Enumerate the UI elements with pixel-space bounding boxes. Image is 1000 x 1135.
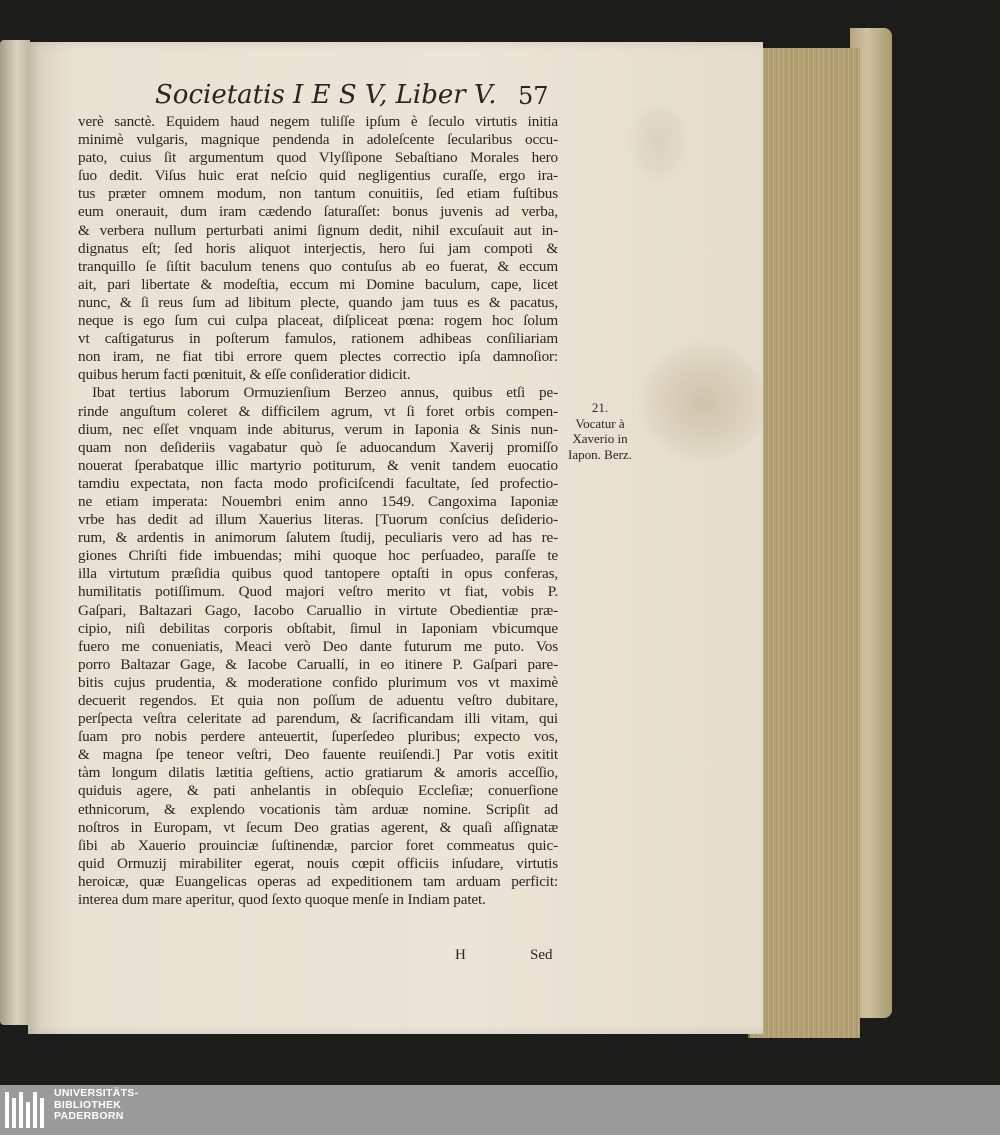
text-line: porro Baltazar Gage, & Iacobe Caruallí, in eo itinere P. Gaſpari pare-	[78, 655, 558, 673]
library-logo-icon	[4, 1088, 48, 1132]
text-line: ethnicorum, & explendo vocationis tàm arduæ nomine. Scripſit ad	[78, 800, 558, 818]
text-line: perſpecta veſtra celeritate ad parendum, & ſacrificandam illi vitam, qui	[78, 710, 558, 728]
footer-bar	[0, 1085, 1000, 1135]
page-stain	[628, 102, 688, 182]
text-line: rinde anguſtum coleret & difficilem agrum, vt ſi foret orbis compen-	[78, 402, 558, 420]
text-line: noſtros in Europam, vt ſecum Deo gratias agerent, & quaſi aſſignatæ	[78, 818, 558, 836]
running-head-title: Societatis I E S V, Liber V.	[155, 80, 497, 110]
page-number: 57	[518, 82, 549, 110]
text-line: quibus herum facti pœnituit, & eſſe conſideratior didicit.	[78, 366, 411, 384]
signature-mark: H	[455, 947, 466, 963]
marginal-note-number: 21.	[591, 400, 609, 415]
text-line: vrbe has dedit ad illum Xauerius literas. [Tuorum conſcius deſiderio-	[78, 511, 558, 529]
text-line: verè sanctè. Equidem haud negem tuliſſe ipſum è ſeculo virtutis initia	[78, 113, 558, 130]
text-line: tàm longum dilatis lætitia geſtiens, actio gratiarum & amoris acceſſio,	[78, 764, 558, 782]
text-line: fuero me conueniatis, Meaci verò Deo dante futurum me puto. Vos	[78, 637, 558, 655]
text-line: Ibat tertius laborum Ormuzienſium Berzeo annus, quibus etſi pe-	[92, 384, 558, 402]
text-line: & magna ſpe teneor veſtri, Deo fauente reuiſendi.] Par votis exitit	[78, 746, 558, 764]
text-line: ait, pari libertate & modeſtia, eccum mi Domine baculum, cape, licet	[78, 275, 558, 293]
text-line: ſuo dedit. Viſus huic erat neſcio quid negligentius curaſſe, ergo ira-	[78, 167, 558, 185]
marginal-note-line: Iapon. Berz.	[568, 446, 632, 462]
book-fore-edge	[748, 48, 860, 1038]
text-line: minimè vulgaris, magnique pendenda in adoleſcente ſecularibus occu-	[78, 131, 558, 149]
text-line: quiduis agere, & pati anhelantis in obſequio Eccleſiæ; conuerſione	[78, 782, 558, 800]
text-line: decuerit regendos. Et quia non poſſum de aduentu veſtro dubitare,	[78, 692, 558, 709]
library-name	[54, 1088, 138, 1123]
text-line: ſuam pro nobis perdere anteuertit, ſuperſedeo pluribus; expecto vos,	[78, 728, 558, 746]
text-line: quam non deſideriis vagabatur quò ſe aduocandum Xaverij promiſſo	[78, 438, 558, 456]
marginal-note-line: Vocatur à	[575, 415, 625, 431]
text-line: nunc, & ſi reus ſum ad libitum plecte, quando jam tuus es & pacatus,	[78, 293, 558, 311]
page-stain	[638, 342, 768, 462]
text-line: dignatus eſt; ſed horis aliquot interjectis, hero ſui jam compoti &	[78, 239, 558, 257]
catchword: Sed	[530, 947, 553, 963]
text-line: giones Chriſti fide imbuendas; mihi quoque hoc perſuadeo, paraſſe te	[78, 547, 558, 565]
text-line: quid Ormuzij mirabiliter egerat, nouis cœpit officiis inſudare, virtutis	[78, 854, 558, 872]
text-line: tus præter omnem modum, non tantum conuitiis, ſed etiam fuſtibus	[78, 185, 558, 203]
text-line: interea dum mare aperitur, quod ſexto quoque menſe in Indiam patet.	[78, 891, 486, 909]
text-line: vt caſtigaturus in poſterum famulos, rationem adhibeas conſiliariam	[78, 330, 558, 348]
text-line: illa virtutum præſidia quibus quod tantopere optaſti in opus conferas,	[78, 565, 558, 583]
text-line: cipio, niſi debilitas corporis obſtabit, ſimul in Iaponiam vbicumque	[78, 619, 558, 637]
text-line: bitis cujus prudentia, & moderatione confido plurimum vos vt maximè	[78, 673, 558, 691]
text-line: eum onerauit, dum iram cædendo ſaturaſſet: bonus juvenis ad verba,	[78, 203, 558, 221]
library-name-line: BIBLIOTHEK	[54, 1098, 122, 1111]
library-name-line: UNIVERSITÄTS-	[54, 1087, 139, 1099]
text-line: humilitatis potiſſimum. Quod majori veſtro merito vt fiat, vobis P.	[78, 583, 558, 601]
text-line: nouerat ſperabatque illic martyrio potiturum, & venit tandem euocatio	[78, 456, 558, 474]
text-line: neque is ego ſum cui culpa placeat, diſpliceat pœna: rogem hoc ſolum	[78, 312, 558, 330]
marginal-note-line: Xaverio in	[572, 431, 628, 446]
text-line: tamdiu expectata, non facta modo proficiſcendi facultate, ſed profectio-	[78, 474, 558, 492]
text-line: Gaſpari, Baltazari Gago, Iacobo Caruallio in virtute Obedientiæ præ-	[78, 601, 558, 619]
text-line: tranquillo ſe ſiſtit baculum tenens quo contuſus ab eo fuerat, & eccum	[78, 257, 558, 275]
text-line: dium, nec eſſet vnquam inde abiturus, verum in Iaponia & Sinis nun-	[78, 420, 558, 438]
body-text	[78, 113, 558, 909]
text-line: non iram, ne fiat tibi errore quem plectes correctio ipſa damnoſior:	[78, 348, 558, 366]
text-line: & verbera nullum perturbati animi ſignum dedit, nihil excuſauit aut in-	[78, 221, 558, 239]
text-line: ne etiam imperata: Nouembri enim anno 1549. Cangoxima Iaponiæ	[78, 492, 558, 510]
marginal-note	[560, 400, 640, 462]
text-line: heroicæ, quæ Euangelicas operas ad expeditionem tam arduam perficit:	[78, 872, 558, 890]
left-page-edge	[0, 40, 30, 1025]
text-line: rum, & ardentis in animorum ſalutem ſtudij, peculiaris vero ad has re-	[78, 529, 558, 547]
text-line: ſibi ab Xauerio prouinciæ ſuſtinendæ, parcior foret commeatus quic-	[78, 836, 558, 854]
library-name-line: PADERBORN	[54, 1110, 124, 1122]
text-line: pato, cuius ſit argumentum quod Vlyſſipone Sebaſtiano Morales hero	[78, 149, 558, 167]
running-head	[0, 80, 560, 114]
